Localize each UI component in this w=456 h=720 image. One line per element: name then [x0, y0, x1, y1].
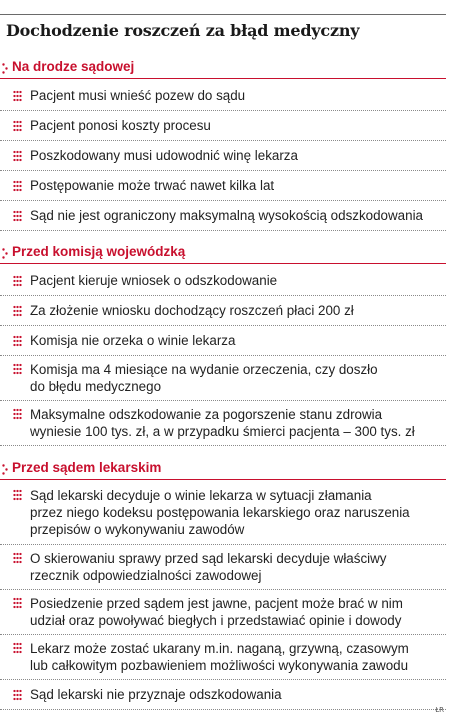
section-commission: [0, 243, 446, 446]
section-rule: [0, 263, 446, 264]
section-medical-court: [0, 459, 446, 710]
section-rule: [0, 78, 446, 79]
page-title: Dochodzenie roszczeń za błąd medyczny: [6, 21, 360, 40]
list-item-text: Komisja nie orzeka o winie lekarza: [30, 333, 236, 348]
bullet-dots-icon: [13, 408, 22, 420]
section-rule: [0, 479, 446, 480]
list-item: [0, 545, 446, 590]
bullet-dots-icon: [13, 305, 22, 317]
bullet-dots-icon: [13, 120, 22, 132]
bullet-dots-icon: [13, 597, 22, 609]
bullet-dots-icon: [13, 210, 22, 222]
bullet-dots-icon: [13, 642, 22, 654]
list-item-text: Maksymalne odszkodowanie za pogorszenie stanu zdrowia wyniesie 100 tys. zł, a w przypadku śmierci pacjenta – 300 tys. zł: [30, 407, 415, 439]
list-item: [0, 111, 446, 141]
list-item-text: Posiedzenie przed sądem jest jawne, pacjent może brać w nim udział oraz powoływać biegłych i przedstawiać opinie i dowody: [30, 596, 403, 628]
list-item-text: Lekarz może zostać ukarany m.in. naganą, grzywną, czasowym lub całkowitym pozbawieniem możliwości wykonywania zawodu: [30, 641, 409, 673]
top-rule: [0, 14, 446, 15]
section-title: Na drodze sądowej: [12, 59, 135, 74]
list-item: [0, 635, 446, 680]
list-item-text: Sąd nie jest ograniczony maksymalną wysokością odszkodowania: [30, 208, 423, 223]
section-dots-icon: [2, 63, 8, 74]
list-item-text: Pacjent kieruje wniosek o odszkodowanie: [30, 273, 278, 288]
list-item-text: Sąd lekarski decyduje o winie lekarza w sytuacji złamania przez niego kodeksu postępowania lekarskiego oraz naruszenia przepisów o wykonywaniu zawodów: [30, 488, 410, 537]
list-item-text: O skierowaniu sprawy przed sąd lekarski decyduje właściwy rzecznik odpowiedzialności zawodowej: [30, 551, 387, 583]
bullet-dots-icon: [13, 363, 22, 375]
bullet-dots-icon: [13, 552, 22, 564]
list-item-text: Postępowanie może trwać nawet kilka lat: [30, 178, 275, 193]
section-dots-icon: [2, 464, 8, 475]
section-title: Przed sądem lekarskim: [12, 460, 162, 475]
list-item: [0, 680, 446, 710]
list-item: [0, 356, 446, 401]
author-credit: ŁR: [435, 706, 444, 714]
section-header: [0, 459, 446, 479]
list-item: [0, 171, 446, 201]
list-item: [0, 81, 446, 111]
list-item: [0, 326, 446, 356]
list-item: [0, 266, 446, 296]
list-item: [0, 141, 446, 171]
section-title: Przed komisją wojewódzką: [12, 244, 186, 259]
list-item: [0, 201, 446, 231]
list-item: [0, 401, 446, 446]
list-item-text: Komisja ma 4 miesiące na wydanie orzeczenia, czy doszło do błędu medycznego: [30, 362, 378, 394]
list-item-text: Pacjent ponosi koszty procesu: [30, 118, 211, 133]
list-item: [0, 296, 446, 326]
section-court: [0, 58, 446, 231]
list-item: [0, 590, 446, 635]
section-header: [0, 58, 446, 78]
list-item-text: Sąd lekarski nie przyznaje odszkodowania: [30, 687, 282, 702]
bullet-dots-icon: [13, 489, 22, 501]
section-dots-icon: [2, 248, 8, 259]
item-list: [0, 482, 446, 710]
list-item-text: Poszkodowany musi udowodnić winę lekarza: [30, 148, 298, 163]
section-header: [0, 243, 446, 263]
bullet-dots-icon: [13, 275, 22, 287]
bullet-dots-icon: [13, 90, 22, 102]
bullet-dots-icon: [13, 335, 22, 347]
list-item: [0, 482, 446, 545]
bullet-dots-icon: [13, 150, 22, 162]
list-item-text: Za złożenie wniosku dochodzący roszczeń płaci 200 zł: [30, 303, 354, 318]
item-list: [0, 81, 446, 231]
item-list: [0, 266, 446, 446]
list-item-text: Pacjent musi wnieść pozew do sądu: [30, 88, 246, 103]
bullet-dots-icon: [13, 689, 22, 701]
bullet-dots-icon: [13, 180, 22, 192]
